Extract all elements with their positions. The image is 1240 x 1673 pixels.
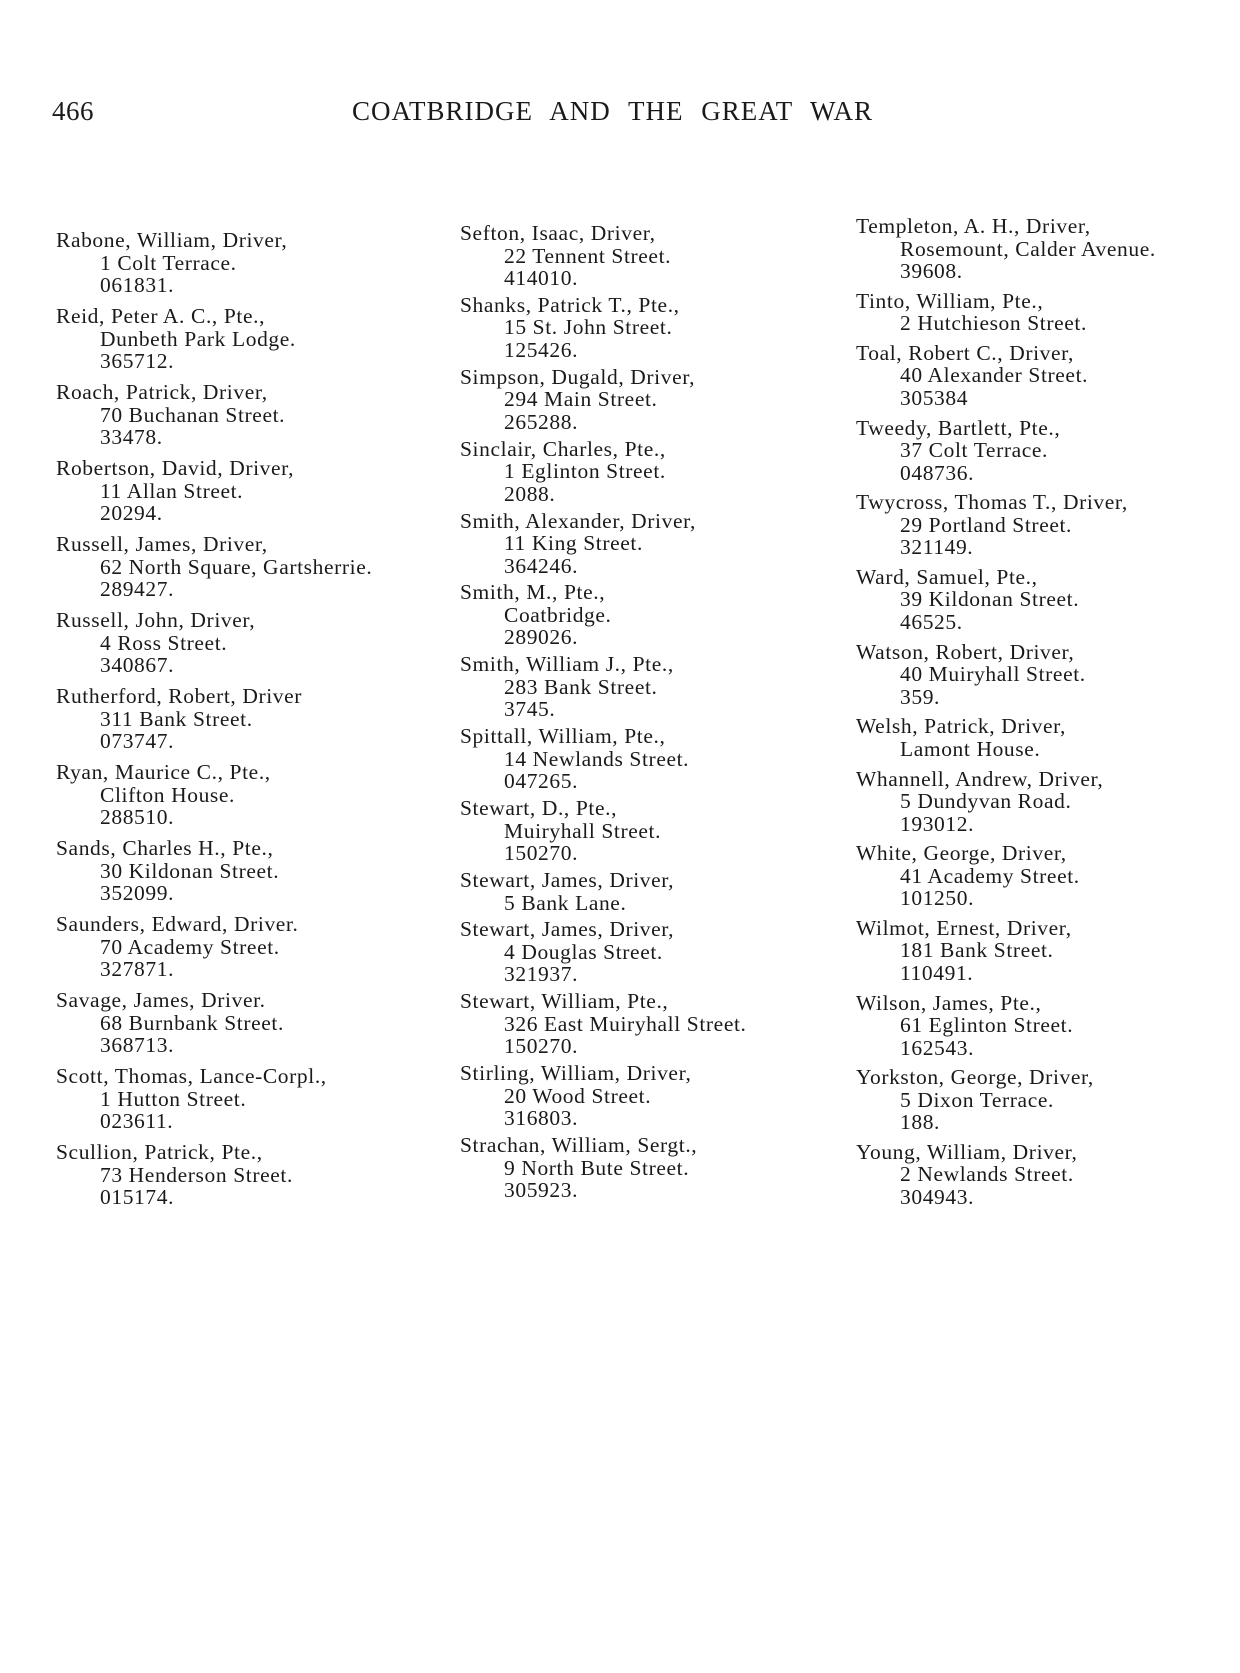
entry-address: 283 Bank Street. — [504, 674, 658, 699]
entry-service-number: 110491. — [900, 960, 974, 985]
entry-name: Wilson, James, Pte., — [856, 990, 1042, 1015]
roll-entry — [56, 305, 372, 373]
roll-entry — [56, 761, 372, 829]
entry-service-number: 305384 — [900, 385, 969, 410]
entry-service-number: 073747. — [100, 729, 175, 753]
entry-name: Savage, James, Driver. — [56, 988, 266, 1012]
entry-name: Smith, William J., Pte., — [460, 652, 674, 677]
entry-service-number: 327871. — [100, 957, 175, 981]
roll-entry — [460, 653, 747, 721]
entry-service-number: 365712. — [100, 349, 175, 373]
entry-address: 22 Tennent Street. — [504, 243, 672, 268]
entry-name: Ryan, Maurice C., Pte., — [56, 760, 271, 784]
roll-entry — [56, 1141, 372, 1209]
entry-service-number: 265288. — [504, 409, 579, 434]
entry-address: 61 Eglinton Street. — [900, 1013, 1074, 1038]
entry-name: Sefton, Isaac, Driver, — [460, 221, 656, 245]
entry-service-number: 305923. — [504, 1178, 579, 1203]
entry-address: Rosemount, Calder Avenue. — [900, 236, 1156, 261]
entry-name: Stewart, James, Driver, — [460, 868, 675, 893]
roll-column-2 — [460, 222, 747, 1206]
entry-address: 311 Bank Street. — [100, 706, 253, 731]
entry-service-number: 015174. — [100, 1185, 175, 1209]
entry-service-number: 125426. — [504, 337, 579, 362]
roll-entry — [460, 725, 747, 793]
entry-address: 41 Academy Street. — [900, 863, 1080, 888]
entry-address: 4 Ross Street. — [100, 630, 228, 655]
entry-name: Spittall, William, Pte., — [460, 724, 666, 749]
entry-service-number: 414010. — [504, 266, 579, 290]
entry-name: Russell, James, Driver, — [56, 532, 268, 556]
entry-address: Clifton House. — [100, 782, 236, 807]
entry-name: Smith, M., Pte., — [460, 580, 606, 605]
entry-service-number: 321937. — [504, 962, 579, 987]
entry-name: Stewart, William, Pte., — [460, 989, 669, 1014]
entry-name: Twycross, Thomas T., Driver, — [856, 490, 1128, 515]
entry-service-number: 2088. — [504, 481, 556, 506]
entry-name: Watson, Robert, Driver, — [856, 639, 1075, 664]
entry-address: 181 Bank Street. — [900, 938, 1054, 963]
entry-service-number: 33478. — [100, 425, 163, 449]
roll-entry — [56, 229, 372, 297]
entry-name: Welsh, Patrick, Driver, — [856, 714, 1067, 739]
entry-service-number: 047265. — [504, 769, 579, 794]
entry-address: 70 Buchanan Street. — [100, 402, 286, 427]
entry-address: 5 Bank Lane. — [504, 890, 627, 915]
roll-entry — [460, 1134, 747, 1202]
entry-service-number: 162543. — [900, 1035, 975, 1060]
roll-entry — [460, 294, 747, 362]
entry-name: Rabone, William, Driver, — [56, 228, 288, 252]
entry-service-number: 20294. — [100, 501, 163, 525]
entry-service-number: 359. — [900, 684, 941, 709]
entry-service-number: 289427. — [100, 577, 175, 601]
roll-entry — [856, 566, 1156, 634]
roll-entry — [56, 913, 372, 981]
entry-address: 40 Alexander Street. — [900, 363, 1089, 388]
entry-address: 39 Kildonan Street. — [900, 587, 1080, 612]
entry-name: Young, William, Driver, — [856, 1139, 1078, 1164]
entry-address: Lamont House. — [900, 736, 1041, 761]
entry-name: Whannell, Andrew, Driver, — [856, 766, 1104, 791]
entry-name: Saunders, Edward, Driver. — [56, 912, 299, 936]
entry-service-number: 352099. — [100, 881, 175, 905]
entry-address: 11 Allan Street. — [100, 478, 244, 503]
roll-entry — [56, 837, 372, 905]
roll-entry — [56, 1065, 372, 1133]
roll-entry — [460, 510, 747, 578]
roll-entry — [856, 992, 1156, 1060]
roll-entry — [856, 842, 1156, 910]
roll-entry — [856, 1141, 1156, 1209]
entry-service-number: 321149. — [900, 535, 974, 560]
entry-address: 68 Burnbank Street. — [100, 1010, 284, 1035]
entry-name: Wilmot, Ernest, Driver, — [856, 915, 1072, 940]
entry-address: 1 Colt Terrace. — [100, 250, 237, 275]
entry-name: Ward, Samuel, Pte., — [856, 564, 1038, 589]
entry-name: Scullion, Patrick, Pte., — [56, 1140, 263, 1164]
roll-entry — [460, 797, 747, 865]
roll-entry — [56, 381, 372, 449]
roll-entry — [856, 917, 1156, 985]
entry-address: 1 Eglinton Street. — [504, 459, 666, 484]
entry-name: Stewart, James, Driver, — [460, 917, 675, 942]
entry-name: Sands, Charles H., Pte., — [56, 836, 274, 860]
entry-address: 30 Kildonan Street. — [100, 858, 280, 883]
entry-name: Toal, Robert C., Driver, — [856, 340, 1075, 365]
entry-name: Shanks, Patrick T., Pte., — [460, 292, 680, 317]
roll-entry — [460, 222, 747, 290]
roll-entry — [56, 457, 372, 525]
entry-address: Dunbeth Park Lodge. — [100, 326, 296, 351]
entry-service-number: 304943. — [900, 1184, 975, 1209]
entry-service-number: 364246. — [504, 553, 579, 578]
entry-name: Roach, Patrick, Driver, — [56, 380, 268, 404]
entry-service-number: 39608. — [900, 259, 963, 283]
entry-name: Robertson, David, Driver, — [56, 456, 295, 480]
entry-address: 37 Colt Terrace. — [900, 438, 1048, 463]
entry-address: Coatbridge. — [504, 602, 612, 627]
roll-entry — [856, 215, 1156, 283]
entry-name: Scott, Thomas, Lance-Corpl., — [56, 1064, 327, 1088]
entry-name: Templeton, A. H., Driver, — [856, 214, 1091, 238]
roll-entry — [856, 715, 1156, 760]
roll-entry — [460, 918, 747, 986]
entry-address: 2 Newlands Street. — [900, 1162, 1074, 1187]
roll-entry — [856, 290, 1156, 335]
entry-address: 73 Henderson Street. — [100, 1162, 293, 1187]
roll-column-1 — [56, 229, 372, 1217]
entry-name: Stewart, D., Pte., — [460, 796, 618, 821]
entry-address: 294 Main Street. — [504, 387, 658, 412]
entry-service-number: 289026. — [504, 625, 579, 650]
entry-address: 9 North Bute Street. — [504, 1155, 690, 1180]
entry-address: 70 Academy Street. — [100, 934, 280, 959]
entry-service-number: 061831. — [100, 273, 175, 297]
entry-address: 20 Wood Street. — [504, 1083, 652, 1108]
page-number: 466 — [52, 96, 94, 126]
entry-service-number: 188. — [900, 1110, 941, 1135]
entry-name: Rutherford, Robert, Driver — [56, 684, 303, 708]
roll-entry — [856, 342, 1156, 410]
entry-name: Stirling, William, Driver, — [460, 1061, 692, 1086]
entry-name: White, George, Driver, — [856, 841, 1067, 866]
entry-address: 2 Hutchieson Street. — [900, 311, 1087, 336]
roll-entry — [460, 1062, 747, 1130]
entry-address: 15 St. John Street. — [504, 315, 673, 340]
roll-entry — [460, 581, 747, 649]
entry-address: 326 East Muiryhall Street. — [504, 1011, 747, 1036]
roll-entry — [56, 609, 372, 677]
entry-name: Smith, Alexander, Driver, — [460, 508, 696, 533]
entry-name: Simpson, Dugald, Driver, — [460, 364, 696, 389]
entry-address: 14 Newlands Street. — [504, 746, 690, 771]
entry-service-number: 023611. — [100, 1109, 174, 1133]
entry-name: Reid, Peter A. C., Pte., — [56, 304, 266, 328]
entry-service-number: 46525. — [900, 609, 963, 634]
entry-name: Tinto, William, Pte., — [856, 288, 1044, 313]
entry-service-number: 193012. — [900, 811, 975, 836]
entry-address: 5 Dundyvan Road. — [900, 789, 1072, 813]
entry-service-number: 316803. — [504, 1106, 579, 1131]
entry-service-number: 150270. — [504, 1034, 579, 1059]
entry-address: 5 Dixon Terrace. — [900, 1087, 1054, 1112]
roll-entry — [460, 438, 747, 506]
roll-entry — [856, 1066, 1156, 1134]
roll-entry — [460, 366, 747, 434]
entry-name: Sinclair, Charles, Pte., — [460, 436, 666, 461]
roll-entry — [856, 417, 1156, 485]
entry-address: 11 King Street. — [504, 531, 643, 556]
running-head-title: COATBRIDGE AND THE GREAT WAR — [352, 96, 874, 126]
entry-name: Strachan, William, Sergt., — [460, 1133, 698, 1158]
entry-service-number: 368713. — [100, 1033, 175, 1057]
entry-name: Yorkston, George, Driver, — [856, 1065, 1094, 1090]
roll-column-3 — [856, 215, 1156, 1216]
roll-entry — [56, 685, 372, 753]
entry-address: 40 Muiryhall Street. — [900, 662, 1086, 687]
entry-address: 4 Douglas Street. — [504, 939, 663, 964]
entry-service-number: 048736. — [900, 460, 975, 485]
entry-address: 62 North Square, Gartsherrie. — [100, 554, 373, 579]
entry-service-number: 150270. — [504, 841, 579, 866]
entry-address: 1 Hutton Street. — [100, 1086, 247, 1111]
roll-entry — [856, 768, 1156, 836]
entry-service-number: 3745. — [504, 697, 556, 722]
roll-entry — [56, 533, 372, 601]
entry-service-number: 288510. — [100, 805, 175, 829]
entry-service-number: 101250. — [900, 886, 975, 911]
entry-service-number: 340867. — [100, 653, 175, 677]
entry-address: 29 Portland Street. — [900, 512, 1073, 537]
roll-entry — [460, 990, 747, 1058]
roll-entry — [856, 491, 1156, 559]
roll-entry — [856, 641, 1156, 709]
entry-name: Russell, John, Driver, — [56, 608, 256, 632]
entry-address: Muiryhall Street. — [504, 818, 662, 843]
entry-name: Tweedy, Bartlett, Pte., — [856, 415, 1061, 440]
roll-entry — [56, 989, 372, 1057]
roll-entry — [460, 869, 747, 914]
